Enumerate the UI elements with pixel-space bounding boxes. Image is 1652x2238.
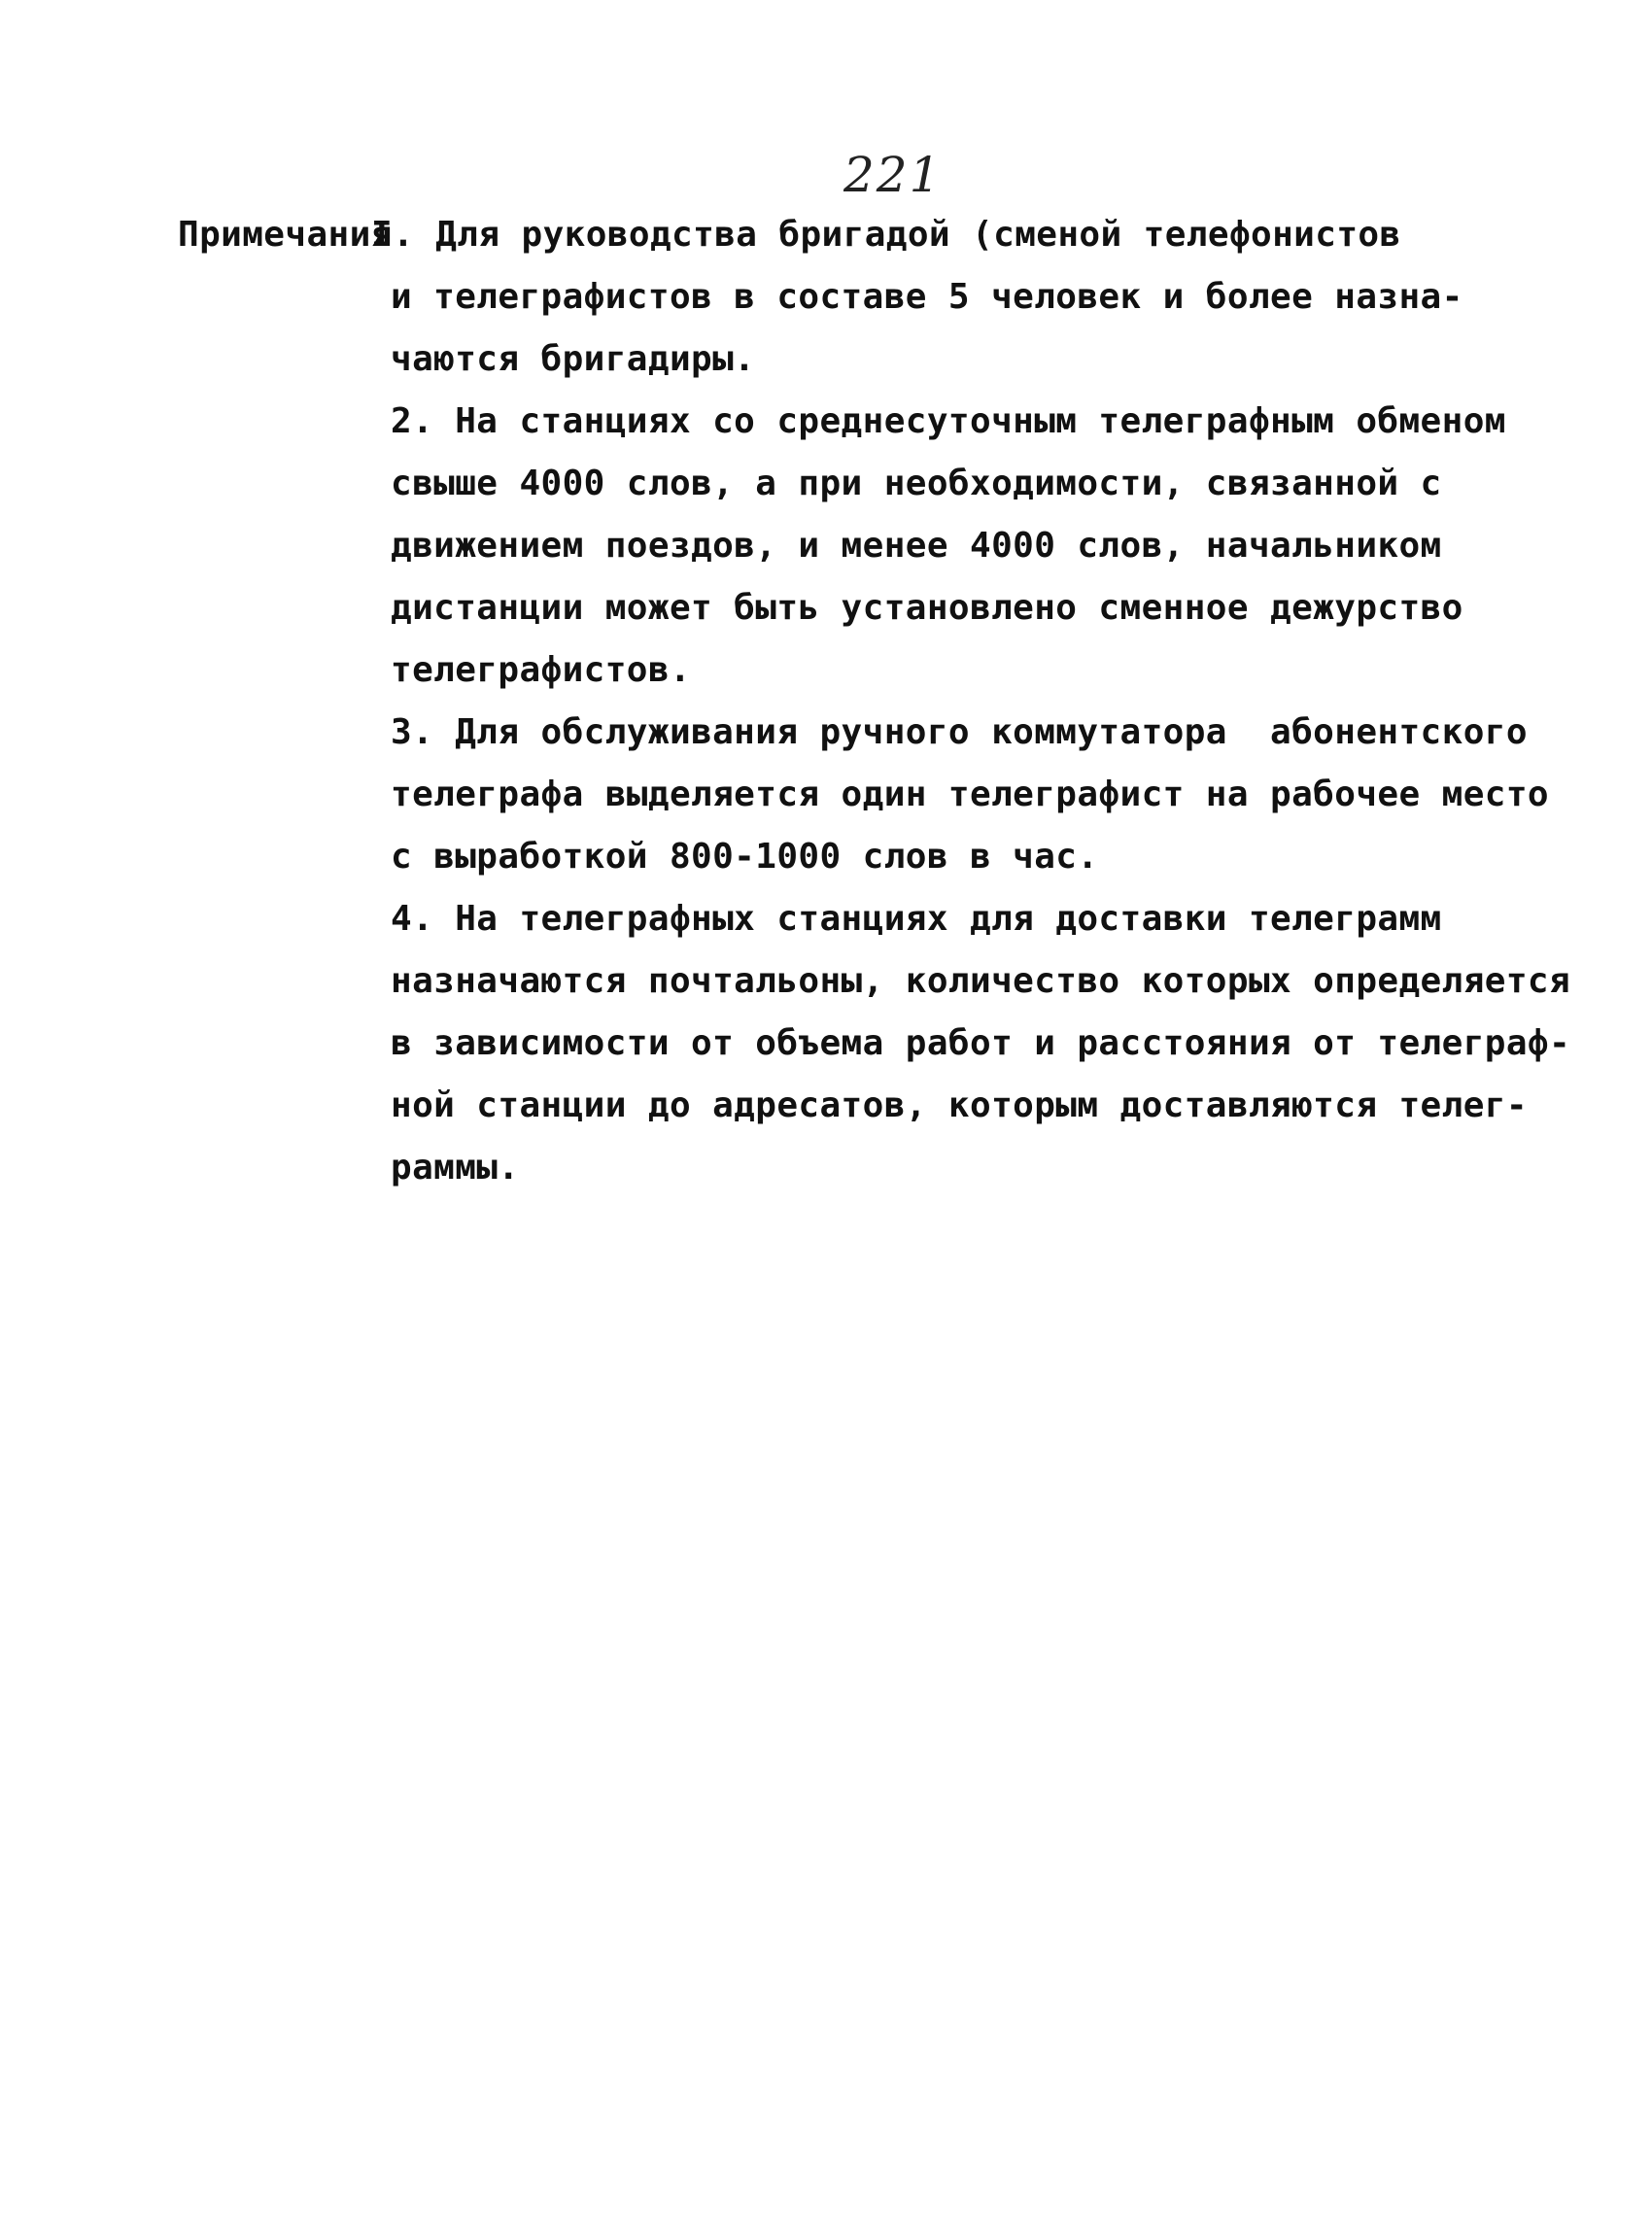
note-line-15: ной станции до адресатов, которым доставляются телег- — [391, 1085, 1528, 1125]
page-number: 221 — [843, 147, 943, 203]
note-line-7: дистанции может быть установлено сменное дежурство — [391, 588, 1463, 628]
note-line-3: чаются бригадиры. — [391, 339, 756, 379]
note-line-1: I. Для руководства бригадой (сменой телефонистов — [371, 215, 1401, 255]
note-line-13: назначаются почтальоны, количество которых определяется — [391, 961, 1571, 1001]
note-line-9: 3. Для обслуживания ручного коммутатора абонентского — [391, 712, 1528, 752]
note-line-11: с выработкой 800-1000 слов в час. — [391, 837, 1099, 877]
note-line-4: 2. На станциях со среднесуточным телеграфным обменом — [391, 401, 1506, 441]
note-line-8: телеграфистов. — [391, 650, 692, 690]
note-line-12: 4. На телеграфных станциях для доставки телеграмм — [391, 899, 1442, 939]
note-line-6: движением поездов, и менее 4000 слов, начальником — [391, 526, 1442, 566]
note-line-2: и телеграфистов в составе 5 человек и более назна- — [391, 277, 1463, 317]
note-line-14: в зависимости от объема работ и расстояния от телеграф- — [391, 1023, 1571, 1063]
note-line-5: свыше 4000 слов, а при необходимости, связанной с — [391, 464, 1442, 503]
note-line-10: телеграфа выделяется один телеграфист на рабочее место — [391, 775, 1549, 814]
notes-label: Примечания — [178, 215, 393, 255]
note-line-16: раммы. — [391, 1148, 520, 1188]
